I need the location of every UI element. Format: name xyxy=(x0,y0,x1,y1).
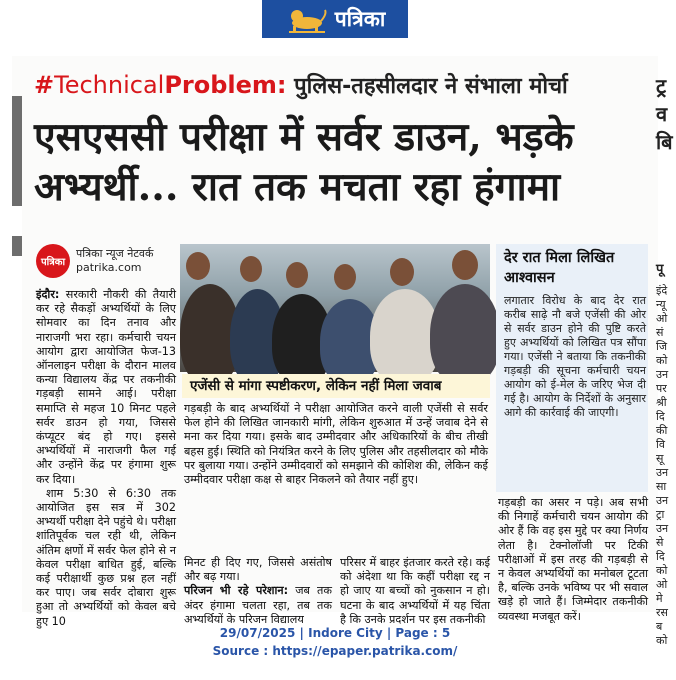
column-1 xyxy=(36,288,176,629)
adjacent-article-char: जि xyxy=(656,340,668,353)
adjacent-article-char: वि xyxy=(656,438,665,451)
news-photo xyxy=(180,244,490,372)
kicker-problem: Problem: xyxy=(164,71,287,99)
adjacent-photo-strip xyxy=(12,96,22,656)
dateline-city: इंदौर: xyxy=(36,288,60,301)
adjacent-article-char: सा xyxy=(656,480,667,493)
column-2-text-2: जब तक अंदर हंगामा चलता रहा, तब तक अभ्यर्थियों के परिजन विद्यालय xyxy=(184,584,332,626)
adjacent-article-char: ओ xyxy=(656,578,668,591)
column-2 xyxy=(184,556,332,627)
adjacent-article-char: ब xyxy=(656,620,663,633)
adjacent-article-char: ट्रा xyxy=(656,508,665,521)
patrika-logo[interactable] xyxy=(262,0,408,38)
adjacent-article-char: सं xyxy=(656,326,664,339)
adjacent-article-char: बि xyxy=(656,130,673,154)
lion-emblem-icon xyxy=(285,4,329,34)
column-2-text: मिनट ही दिए गए, जिससे असंतोष और बढ़ गया। xyxy=(184,556,332,584)
adjacent-article-char: उन xyxy=(656,466,669,479)
adjacent-article-char: रस xyxy=(656,606,668,619)
adjacent-article-char: उन xyxy=(656,522,669,535)
adjacent-article-char: मे xyxy=(656,592,663,605)
column-3: परिसर में बाहर इंतजार करते रहे। कई को अंदेशा था कि कहीं परीक्षा रद्द न हो जाए या बच्चों को नुकसान न हो। घटना के बाद अभ्यर्थियों में यह चिंता है कि उनके प्रदर्शन पर इस तकनीकी xyxy=(340,556,490,626)
byline-text xyxy=(76,247,153,275)
adjacent-article-char: उन xyxy=(656,368,669,381)
lead-paragraph xyxy=(36,288,176,487)
adjacent-article-char: ओ xyxy=(656,312,668,325)
headline-line-1: एसएससी परीक्षा में सर्वर डाउन, भड़के xyxy=(34,114,574,160)
adjacent-article-fragment xyxy=(656,72,676,647)
sidebar-box xyxy=(496,244,648,492)
sidebar-title: देर रात मिला लिखित आश्वासन xyxy=(504,250,615,286)
adjacent-article-char: श्री xyxy=(656,396,667,409)
adjacent-article-char: दि xyxy=(656,550,665,563)
adjacent-article-char: को xyxy=(656,354,668,367)
adjacent-article-char: पू xyxy=(656,262,664,277)
footer-dateline: 29/07/2025 | Indore City | Page : 5 xyxy=(219,626,451,640)
adjacent-article-char: सू xyxy=(656,452,664,465)
column-2-label: परिजन भी रहे परेशान: xyxy=(184,584,289,598)
kicker-line xyxy=(34,70,568,100)
kicker-technical: Technical xyxy=(54,71,165,99)
adjacent-article-char: पर xyxy=(656,382,667,395)
byline xyxy=(36,244,153,278)
adjacent-article-char: को xyxy=(656,634,668,647)
footer-source[interactable]: Source : https://epaper.patrika.com/ xyxy=(212,644,458,658)
adjacent-article-char: से xyxy=(656,536,664,549)
kicker-subtitle: पुलिस-तहसीलदार ने संभाला मोर्चा xyxy=(286,74,568,99)
column-1-paragraph-2: शाम 5:30 से 6:30 तक आयोजित इस सत्र में 302 अभ्यर्थी परीक्षा देने पहुंचे थे। परीक्षा शांतिपूर्वक चल रही थी, लेकिन अंतिम क्षणों में सर्वर फेल होने से न केवल परीक्षा बाधित हुई, बल्कि कई परीक्षार्थी कुछ प्रश्न हल नहीं कर पाए। जब सर्वर दोबारा शुरू हुआ तो अभ्यर्थियों को केवल बचे हुए 10 xyxy=(36,486,176,628)
adjacent-article-char: ट्र xyxy=(656,74,667,98)
article-headline xyxy=(34,112,644,212)
adjacent-article-char: दि xyxy=(656,410,665,423)
adjacent-article-char: को xyxy=(656,564,668,577)
byline-site: patrika.com xyxy=(76,261,142,274)
byline-source: पत्रिका न्यूज नेटवर्क xyxy=(76,247,154,260)
adjacent-article-char: की xyxy=(656,424,668,437)
sidebar-body: लगातार विरोध के बाद देर रात करीब साढ़े नौ बजे एजेंसी की ओर से सर्वर डाउन होने की पुष्टि करते हुए अभ्यर्थियों को लिखित पत्र सौंपा गया। एजेंसी ने बताया कि तकनीकी गड़बड़ी की सूचना कर्मचारी चयन आयोग को ई-मेल के जरिए भेज दी गई है। आयोग के निर्देशों के अनुसार आगे की कार्रवाई की जाएगी। xyxy=(504,294,646,419)
lead-text: सरकारी नौकरी की तैयारी कर रहे सैकड़ों अभ्यर्थियों के लिए सोमवार का दिन तनाव और नाराजगी भरा रहा। कर्मचारी चयन आयोग द्वारा आयोजित फेज-13 ऑनलाइन परीक्षा के दौरान मालव कन्या विद्यालय केंद्र पर तकनीकी गड़बड़ी सामने आई। परीक्षा समाप्ति से महज 10 मिनट पहले सर्वर डाउन हो गया, जिससे कंप्यूटर बंद हो गए। इससे अभ्यर्थियों में नाराजगी फैल गई और उन्होंने केंद्र पर हंगामा शुरू कर दिया। xyxy=(36,288,176,486)
patrika-badge-icon: पत्रिका xyxy=(36,244,70,278)
column-4: गड़बड़ी का असर न पड़े। अब सभी की निगाहें कर्मचारी चयन आयोग की ओर हैं कि वह इस मुद्दे पर क्या निर्णय लेता है। टेक्नोलॉजी पर टिकी परीक्षाओं में इस तरह की गड़बड़ी से न केवल अभ्यर्थियों का मनोबल टूटता है, बल्कि उनके भविष्य पर भी सवाल खड़े हो जाते हैं। जिम्मेदार तकनीकी व्यवस्था मजबूत करें। xyxy=(498,496,648,623)
headline-line-2: अभ्यर्थी... रात तक मचता रहा हंगामा xyxy=(34,164,561,210)
adjacent-article-char: इंदे xyxy=(656,284,668,297)
brand-name: पत्रिका xyxy=(334,6,386,31)
center-paragraph: गड़बड़ी के बाद अभ्यर्थियों ने परीक्षा आयोजित करने वाली एजेंसी से सर्वर फेल होने की लिखित जानकारी मांगी, लेकिन शुरुआत में उन्हें जवाब देने से मना कर दिया गया। इसके बाद उम्मीदवार और अधिकारियों के बीच तीखी बहस हुई। स्थिति को नियंत्रित करने के लिए पुलिस और तहसीलदार को मौके पर बुलाया गया। उन्होंने उम्मीदवारों को समझाने की कोशिश की, लेकिन कई उम्मीदवार परीक्षा कक्ष से बाहर निकलने को तैयार नहीं हुए। xyxy=(184,402,488,487)
kicker-hash: # xyxy=(34,71,55,99)
adjacent-article-char: व xyxy=(656,102,668,126)
adjacent-article-char: उन xyxy=(656,494,669,507)
subheading: एजेंसी से मांगा स्पष्टीकरण, लेकिन नहीं मिला जवाब xyxy=(182,374,490,398)
masthead-bar xyxy=(0,0,670,44)
adjacent-article-char: न्यू xyxy=(656,298,666,311)
